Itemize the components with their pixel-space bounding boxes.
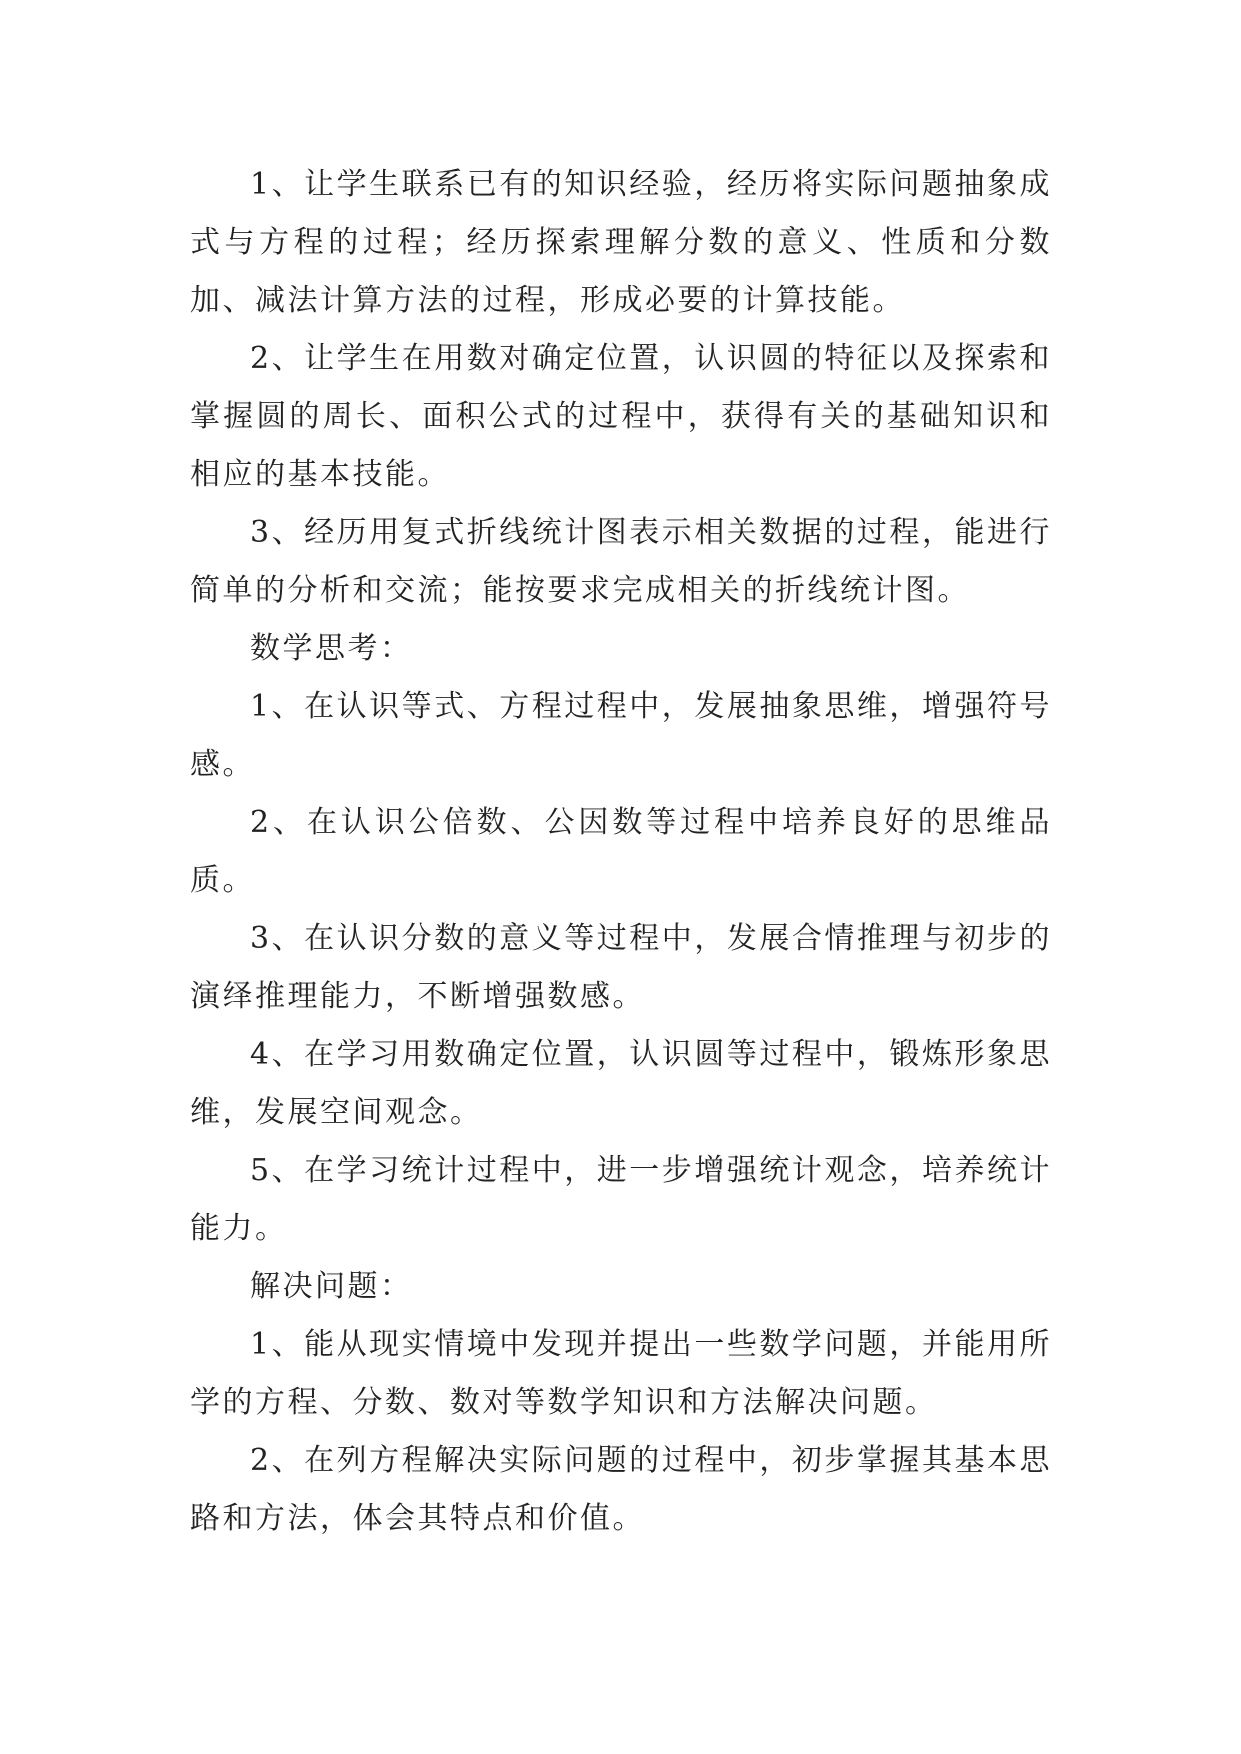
paragraph-goal-3: 3、经历用复式折线统计图表示相关数据的过程，能进行简单的分析和交流；能按要求完成相关的折线统计图。 (190, 515, 1052, 608)
paragraph-thinking-2: 2、在认识公倍数、公因数等过程中培养良好的思维品质。 (190, 805, 1052, 898)
paragraph-solving-1: 1、能从现实情境中发现并提出一些数学问题，并能用所学的方程、分数、数对等数学知识和方法解决问题。 (190, 1327, 1052, 1420)
paragraph-thinking-4: 4、在学习用数确定位置，认识圆等过程中，锻炼形象思维，发展空间观念。 (190, 1037, 1052, 1130)
paragraph-solving-2: 2、在列方程解决实际问题的过程中，初步掌握其基本思路和方法，体会其特点和价值。 (190, 1443, 1052, 1536)
section-heading-math-thinking: 数学思考： (250, 631, 413, 666)
paragraph-thinking-3: 3、在认识分数的意义等过程中，发展合情推理与初步的演绎推理能力，不断增强数感。 (190, 921, 1052, 1014)
paragraph-goal-1: 1、让学生联系已有的知识经验，经历将实际问题抽象成式与方程的过程；经历探索理解分数的意义、性质和分数加、减法计算方法的过程，形成必要的计算技能。 (190, 167, 1052, 318)
document-body (190, 156, 1052, 1548)
paragraph-thinking-1: 1、在认识等式、方程过程中，发展抽象思维，增强符号感。 (190, 689, 1052, 782)
paragraph-thinking-5: 5、在学习统计过程中，进一步增强统计观念，培养统计能力。 (190, 1153, 1052, 1246)
section-heading-problem-solving: 解决问题： (250, 1269, 413, 1304)
paragraph-goal-2: 2、让学生在用数对确定位置，认识圆的特征以及探索和掌握圆的周长、面积公式的过程中，获得有关的基础知识和相应的基本技能。 (190, 341, 1052, 492)
